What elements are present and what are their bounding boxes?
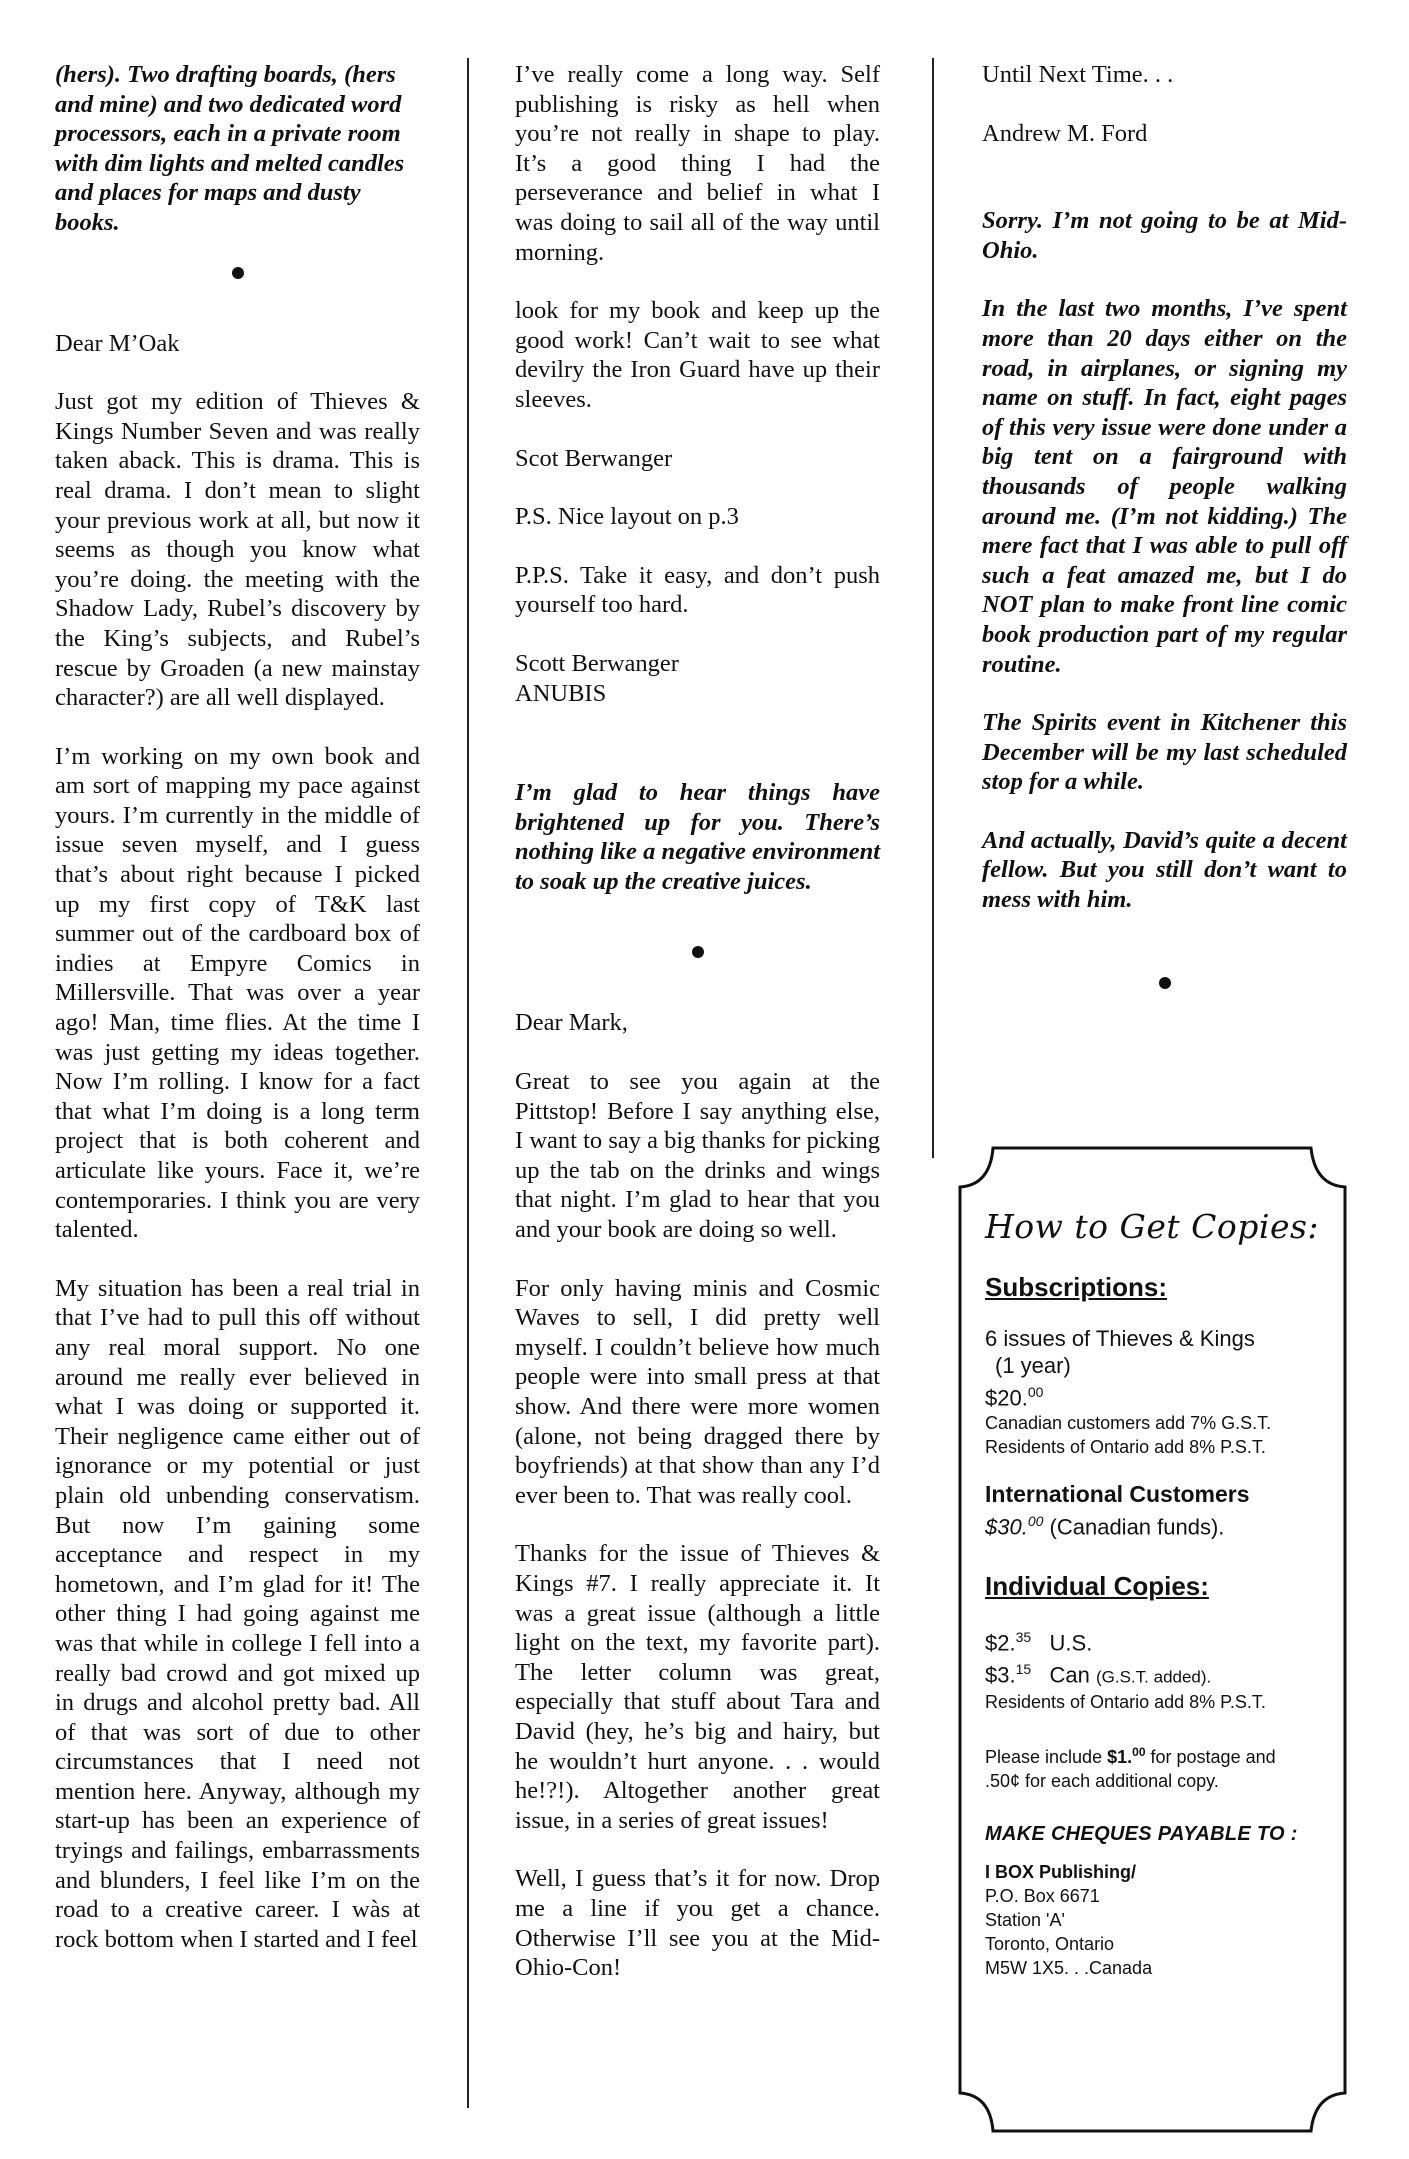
us-price-dollars: $2. bbox=[985, 1629, 1016, 1655]
letter-pps: P.P.S. Take it easy, and don’t push yourself too hard. bbox=[515, 561, 880, 619]
can-price-cents: 15 bbox=[1015, 1660, 1032, 1677]
can-price-dollars: $3. bbox=[985, 1662, 1016, 1688]
individual-note-pst: Residents of Ontario add 8% P.S.T. bbox=[985, 1692, 1266, 1713]
column-one bbox=[55, 60, 420, 1983]
can-price bbox=[985, 1656, 1335, 1690]
reply-text: And actually, David’s quite a decent fellow. But you still don’t want to mess with him. bbox=[982, 826, 1347, 914]
column-three bbox=[982, 60, 1347, 1039]
letter-paragraph: Just got my edition of Thieves & Kings Number Seven and was really taken aback. This is drama. This is real drama. I don’t mean to slight your previous work at all, but now it seems as though you know what you’re doing. the meeting with the Shadow Lady, Rubel’s discovery by the King’s subjects, and Rubel’s rescue by Groaden (a new mainstay character?) are all well displayed. bbox=[55, 388, 420, 712]
letter-greeting: Dear M’Oak bbox=[55, 329, 180, 357]
address-line: Toronto, Ontario bbox=[985, 1934, 1115, 1955]
letter-ps: P.S. Nice layout on p.3 bbox=[515, 503, 739, 531]
letter-paragraph: look for my book and keep up the good work! Can’t wait to see what devilry the Iron Guard have up their sleeves. bbox=[515, 297, 880, 413]
letter-signature: Scot Berwanger bbox=[515, 444, 673, 472]
postage-post: for postage and bbox=[1150, 1747, 1276, 1768]
address-line: I BOX Publishing/ bbox=[985, 1862, 1137, 1883]
subs-note-pst: Residents of Ontario add 8% P.S.T. bbox=[985, 1437, 1266, 1458]
column-rule-left bbox=[467, 58, 469, 2108]
signature-title: ANUBIS bbox=[515, 679, 607, 707]
letter-signature: Andrew M. Ford bbox=[982, 119, 1148, 147]
address-line: M5W 1X5. . .Canada bbox=[985, 1958, 1153, 1979]
postage-cents: 00 bbox=[1132, 1745, 1146, 1760]
address-line: Station 'A' bbox=[985, 1910, 1065, 1931]
reply-text: Sorry. I’m not going to be at Mid-Ohio. bbox=[982, 207, 1347, 264]
us-price bbox=[985, 1624, 1335, 1656]
box-content bbox=[985, 1207, 1335, 1980]
reply-text: The Spirits event in Kitchener this December will be my last scheduled stop for a while. bbox=[982, 709, 1347, 796]
international-heading: International Customers bbox=[985, 1481, 1250, 1508]
letter-paragraph: My situation has been a real trial in that I’ve had to pull this off without any real moral support. No one around me really ever believed in what I was doing or supported it. Their negligence came either out of ignorance or my potential or just plain old unbending conservatism. But now I’m gaining some acceptance and respect in my hometown, and I’m glad for it! The other thing I had going against me was that while in college I fell into a really bad crowd and got mixed up in drugs and alcohol pretty bad. All of that was sort of due to other circumstances that I need not mention here. Anyway, although my start-up has been an experience of tryings and failings, embarrassments and blunders, I feel like I’m on the road to a creative career. I wàs at rock bottom when I started and I feel bbox=[55, 1274, 420, 1953]
international-price bbox=[985, 1508, 1335, 1540]
reply-text: In the last two months, I’ve spent more than 20 days either on the road, in airplanes, or signing my name on stuff. In fact, eight pages of this very issue were done under a big tent on a fairground with thousands of people walking around me. (I’m not kidding.) The mere fact that I was able to pull off such a feat amazed me, but I do NOT plan to make front line comic book production part of my regular routine. bbox=[982, 295, 1347, 678]
subscriptions-heading: Subscriptions: bbox=[985, 1272, 1168, 1302]
subs-price bbox=[985, 1379, 1335, 1411]
postage-pre: Please include bbox=[985, 1747, 1103, 1768]
letter-closing: Until Next Time. . . bbox=[982, 61, 1174, 88]
separator-dot bbox=[692, 946, 704, 958]
us-price-cents: 35 bbox=[1015, 1628, 1032, 1645]
separator-dot bbox=[1159, 977, 1171, 989]
reply-text: I’m glad to hear things have brightened up for you. There’s nothing like a negative environment to soak up the creative juices. bbox=[515, 779, 880, 895]
letter-signature-block bbox=[515, 649, 880, 708]
us-label: U.S. bbox=[1049, 1629, 1093, 1655]
subs-line: 6 issues of Thieves & Kings bbox=[985, 1326, 1255, 1351]
postage-additional: .50¢ for each additional copy. bbox=[985, 1771, 1219, 1792]
signature-name: Scott Berwanger bbox=[515, 649, 679, 677]
column-rule-right bbox=[932, 58, 934, 1158]
address-line: P.O. Box 6671 bbox=[985, 1886, 1100, 1907]
column-two bbox=[515, 60, 880, 2012]
subs-note-gst: Canadian customers add 7% G.S.T. bbox=[985, 1413, 1272, 1434]
postage-line bbox=[985, 1740, 1335, 1769]
letter-paragraph: Thanks for the issue of Thieves & Kings #7. I really appreciate it. It was a great issue (although a little light on the text, my favorite part). The letter column was great, especially that stuff about Tara and David (hey, he’s big and hairy, but he wouldn’t hurt anyone. . . would he!?!). Altogether another great issue, in a series of great issues! bbox=[515, 1540, 880, 1834]
letter-paragraph: Well, I guess that’s it for now. Drop me a line if you get a chance. Otherwise I’ll see you at the Mid-Ohio-Con! bbox=[515, 1865, 880, 1982]
cheques-payable: MAKE CHEQUES PAYABLE TO : bbox=[985, 1823, 1298, 1846]
subs-price-cents: 00 bbox=[1027, 1384, 1044, 1400]
individual-copies-heading: Individual Copies: bbox=[985, 1570, 1209, 1601]
subs-price-dollars: $20. bbox=[985, 1385, 1028, 1411]
separator-dot bbox=[232, 267, 244, 279]
postage-amount: $1. bbox=[1107, 1747, 1133, 1768]
letter-paragraph: For only having minis and Cosmic Waves to sell, I did pretty well myself. I couldn’t believe how much people were into small press at that show. And there were more women (alone, not being dragged there by boyfriends) at that show than any I’d ever been to. That was really cool. bbox=[515, 1274, 880, 1509]
letter-paragraph: I’m working on my own book and am sort of mapping my pace against yours. I’m currently in the middle of issue seven myself, and I guess that’s about right because I picked up my first copy of T&K last summer out of the cardboard box of indies at Empyre Comics in Millersville. That was over a year ago! Man, time flies. At the time I was just getting my ideas together. Now I’m rolling. I know for a fact that what I’m doing is a long term project that is both coherent and articulate like yours. Face it, we’re contemporaries. I think you are very talented. bbox=[55, 742, 420, 1244]
how-to-get-copies-box bbox=[955, 1145, 1350, 2135]
box-title: How to Get Copies: bbox=[985, 1207, 1320, 1246]
letter-paragraph: Great to see you again at the Pittstop! Before I say anything else, I want to say a big thanks for picking up the tab on the drinks and wings that night. I’m glad to hear that you and your book are doing so well. bbox=[515, 1068, 880, 1244]
intl-note: (Canadian funds). bbox=[1049, 1514, 1225, 1540]
intl-price-cents: 00 bbox=[1027, 1513, 1044, 1530]
can-note: (G.S.T. added). bbox=[1096, 1667, 1212, 1687]
subs-term: (1 year) bbox=[995, 1353, 1071, 1378]
intl-price-dollars: $30. bbox=[985, 1514, 1028, 1540]
reply-text: (hers). Two drafting boards, (hers and mine) and two dedicated word processors, each in a private room with dim lights and melted candles and places for maps and dusty books. bbox=[55, 61, 405, 236]
can-label: Can bbox=[1049, 1662, 1090, 1688]
letter-greeting: Dear Mark, bbox=[515, 1009, 628, 1037]
letter-paragraph: I’ve really come a long way. Self publishing is risky as hell when you’re not really in shape to play. It’s a good thing I had the perseverance and belief in what I was doing to sail all of the way until morning. bbox=[515, 61, 880, 266]
